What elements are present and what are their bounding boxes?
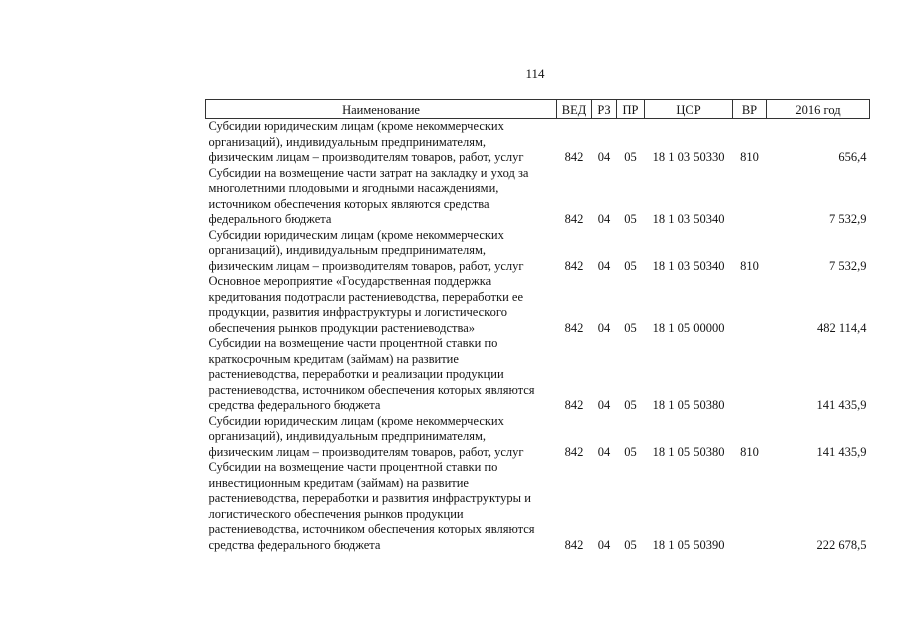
row-name: [206, 228, 557, 275]
row-name-text: Субсидии на возмещение части затрат на закладку и уход за многолетними плодовыми и ягодными насаждениями, источником обеспечения которых являются средства федерального бюджета: [208, 165, 529, 226]
table-row: [206, 166, 870, 228]
row-name: [206, 460, 557, 553]
row-ved: 842: [564, 258, 584, 273]
table-header-row: [206, 100, 870, 119]
budget-table: [205, 99, 870, 553]
row-name-text: Основное мероприятие «Государственная поддержка кредитования подотрасли растениеводства, переработки ее продукции, развития инфраструктуры и логистического обеспечения рынков продукции растениеводства»: [208, 274, 524, 335]
row-amount: 7 532,9: [829, 212, 867, 226]
row-name-text: Субсидии юридическим лицам (кроме некоммерческих организаций), индивидуальным предпринимателям, физическим лицам – производителям товаров, работ, услуг: [208, 227, 524, 273]
row-pr: 05: [624, 320, 637, 335]
row-pr: 05: [624, 150, 637, 164]
row-csr: 18 1 03 50340: [652, 258, 725, 273]
row-ved: 842: [564, 320, 584, 335]
row-pr: 05: [624, 258, 637, 273]
row-pr: 05: [624, 444, 637, 459]
row-name-text: Субсидии юридическим лицам (кроме некоммерческих организаций), индивидуальным предпринимателям, физическим лицам – производителям товаров, работ, услуг: [208, 413, 524, 459]
row-ved: 842: [564, 444, 584, 459]
row-name: [206, 166, 557, 228]
row-rz: 04: [597, 444, 611, 459]
row-csr: 18 1 05 50380: [652, 444, 725, 459]
row-amount: 7 532,9: [829, 258, 867, 273]
row-rz: 04: [597, 258, 611, 273]
header-ved: ВЕД: [557, 100, 592, 119]
row-amount: 141 435,9: [816, 398, 867, 412]
row-amount: 482 114,4: [816, 320, 867, 335]
table-row: [206, 228, 870, 275]
row-vr: 810: [740, 258, 759, 273]
row-pr: 05: [624, 398, 637, 412]
table-row: [206, 274, 870, 336]
page-number: 114: [525, 66, 545, 81]
row-csr: 18 1 05 50380: [652, 398, 725, 412]
row-rz: 04: [597, 320, 611, 335]
row-vr: [733, 166, 767, 228]
row-name: [206, 119, 557, 166]
row-amount: 141 435,9: [816, 444, 867, 459]
row-amount: 222 678,5: [816, 537, 867, 552]
row-csr: 18 1 05 50390: [652, 537, 725, 552]
row-ved: 842: [564, 537, 584, 552]
row-csr: 18 1 03 50330: [652, 150, 725, 164]
row-rz: 04: [597, 537, 611, 552]
row-ved: 842: [564, 150, 584, 164]
header-name: Наименование: [206, 100, 557, 119]
row-vr: 810: [740, 444, 759, 459]
row-rz: 04: [597, 212, 611, 226]
row-csr: 18 1 03 50340: [652, 212, 725, 226]
row-name-text: Субсидии на возмещение части процентной ставки по инвестиционным кредитам (займам) на развитие растениеводства, переработки и развития инфраструктуры и логистического обеспечения рынков продукции растениеводства, источником обеспечения которых являются средства федерального бюджета: [208, 460, 535, 552]
row-name-text: Субсидии на возмещение части процентной ставки по краткосрочным кредитам (займам) на развитие растениеводства, переработки и реализации продукции растениеводства, источником обеспечения которых являются средства федерального бюджета: [208, 336, 535, 412]
row-ved: 842: [564, 212, 584, 226]
row-ved: 842: [564, 398, 584, 412]
row-rz: 04: [597, 150, 611, 164]
table-row: [206, 460, 870, 553]
row-name-text: Субсидии юридическим лицам (кроме некоммерческих организаций), индивидуальным предпринимателям, физическим лицам – производителям товаров, работ, услуг: [208, 119, 524, 164]
row-vr: 810: [740, 150, 759, 164]
header-rz: РЗ: [592, 100, 617, 119]
row-name: [206, 274, 557, 336]
row-pr: 05: [624, 537, 637, 552]
row-amount: 656,4: [838, 150, 867, 164]
row-rz: 04: [597, 398, 611, 412]
row-pr: 05: [624, 212, 637, 226]
row-name: [206, 414, 557, 461]
header-pr: ПР: [617, 100, 645, 119]
table-row: [206, 414, 870, 461]
row-vr: [733, 460, 767, 553]
header-amount: 2016 год: [767, 100, 870, 119]
header-vr: ВР: [733, 100, 767, 119]
table-row: [206, 119, 870, 166]
row-name: [206, 336, 557, 414]
row-csr: 18 1 05 00000: [652, 320, 725, 335]
header-csr: ЦСР: [645, 100, 733, 119]
table-row: [206, 336, 870, 414]
row-vr: [733, 336, 767, 414]
row-vr: [733, 274, 767, 336]
